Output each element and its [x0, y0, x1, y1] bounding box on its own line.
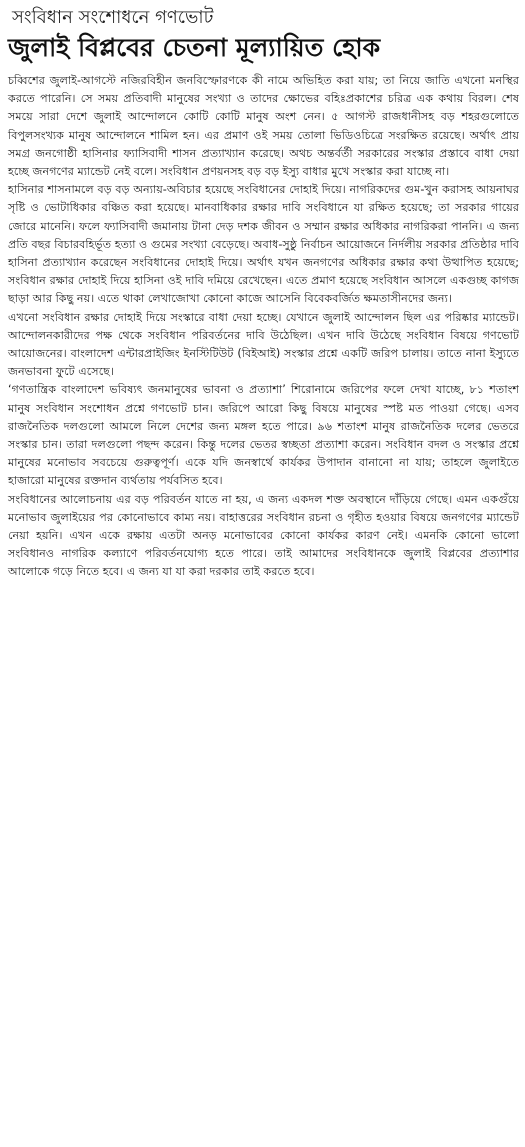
article-headline: জুলাই বিপ্লবের চেতনা মূল্যায়িত হোক — [8, 33, 381, 62]
article-paragraph-1: চব্বিশের জুলাই-আগস্টে নজিরবিহীন জনবিস্ফোরণকে কী নামে অভিহিত করা যায়; তা নিয়ে জাতি এখনো মনস্থির করতে পারেনি। সে সময় প্রতিবাদী মানুষের সংখ্যা ও তাদের ক্ষোভের বহিঃপ্রকাশের চরিত্র এক কথায় বিরল। শেষ সময়ে সারা দেশে জুলাই আন্দোলনে কোটি কোটি মানুষ অংশ নেন। ৫ আগস্ট রাজধানীসহ বড় শহরগুলোতে বিপুলসংখ্যক মানুষ আন্দোলনে শামিল হন। এর প্রমাণ ওই সময় তোলা ভিডিওচিত্রে সংরক্ষিত রয়েছে। অর্থাৎ প্রায় সমগ্র জনগোষ্ঠী হাসিনার ফ্যাসিবাদী শাসন প্রত্যাখ্যান করেছে। অথচ অন্তর্বর্তী সরকারের সংস্কার প্রস্তাবে বাধা দেয়া হচ্ছে জনগণের ম্যান্ডেট নেই বলে। সংবিধান প্রণয়নসহ বড় বড় ইস্যু বাধার মুখে সংস্কার করা যাচ্ছে না। — [8, 74, 519, 179]
article-paragraph-3: এখনো সংবিধান রক্ষার দোহাই দিয়ে সংস্কারে বাধা দেয়া হচ্ছে। যেখানে জুলাই আন্দোলন ছিল এর পরিষ্কার ম্যান্ডেট। আন্দোলনকারীদের পক্ষ থেকে সংবিধান পরিবর্তনের দাবি উঠেছিল। এখন দাবি উঠেছে সংবিধান বিষয়ে গণভোট আয়োজনের। বাংলাদেশ এন্টারপ্রাইজিং ইনস্টিটিউট (বিইআই) সংস্কার প্রশ্নে একটি জরিপ চালায়। তাতে নানা ইস্যুতে জনভাবনা ফুটে এসেছে। — [8, 310, 519, 379]
article-body — [8, 72, 519, 582]
article-paragraph-5: সংবিধানের আলোচনায় এর বড় পরিবর্তন যাতে না হয়, এ জন্য একদল শক্ত অবস্থানে দাঁড়িয়ে গেছে। এমন একগুঁয়ে মনোভাব জুলাইয়ের পর কোনোভাবে কাম্য নয়। বাহাত্তরের সংবিধান রচনা ও গৃহীত হওয়ার বিষয়ে জনগণের ম্যান্ডেট নেয়া হয়নি। এখন একে রক্ষায় এতটা অনড় মনোভাবের কোনো কার্যকর কারণ নেই। এমনকি কোনো ভালো সংবিধানও নাগরিক কল্যাণে পরিবর্তনযোগ্য হতে পারে। তাই আমাদের সংবিধানকে জুলাই বিপ্লবের প্রত্যাশার আলোকে গড়ে নিতে হবে। এ জন্য যা যা করা দরকার তাই করতে হবে। — [8, 492, 519, 579]
article-paragraph-2: হাসিনার শাসনামলে বড় বড় অন্যায়-অবিচার হয়েছে সংবিধানের দোহাই দিয়ে। নাগরিকদের গুম-খুন করাসহ আয়নাঘর সৃষ্টি ও ভোটাধিকার বঞ্চিত করা হয়েছে। মানবাধিকার রক্ষার দাবি সংবিধানে যা রক্ষিত হয়েছে; তা সরকার গায়ের জোরে মানেনি। ফলে ফ্যাসিবাদী জমানায় টানা দেড় দশক জীবন ও সম্মান রক্ষার অধিকার নাগরিকরা পাননি। এ জন্য প্রতি বছর বিচারবহির্ভূত হত্যা ও গুমের সংখ্যা বেড়েছে। অবাধ-সুষ্ঠু নির্বাচন আয়োজনে নির্দলীয় সরকার প্রতিষ্ঠার দাবি হাসিনা প্রত্যাখ্যান করেছেন সংবিধানের দোহাই দিয়ে। অর্থাৎ যখন জনগণের অধিকার রক্ষার কথা উত্থাপিত হয়েছে; সংবিধান রক্ষার দোহাই দিয়ে হাসিনা ওই দাবি দমিয়ে রেখেছেন। এতে প্রমাণ হয়েছে সংবিধান আসলে একগুচ্ছ কাগজ ছাড়া আর কিছু নয়। এতে থাকা লেখাজোখা কোনো কাজে আসেনি বিবেকবর্জিত ক্ষমতাসীনদের জন্য। — [8, 183, 519, 306]
article-kicker: সংবিধান সংশোধনে গণভোট — [12, 7, 214, 28]
article-paragraph-4: ‘গণতান্ত্রিক বাংলাদেশ ভবিষ্যৎ জনমানুষের ভাবনা ও প্রত্যাশা’ শিরোনামে জরিপের ফলে দেখা যাচ্ছে, ৮১ শতাংশ মানুষ সংবিধান সংশোধন প্রশ্নে গণভোট চান। জরিপে আরো কিছু বিষয়ে মানুষের স্পষ্ট মত পাওয়া গেছে। এসব রাজনৈতিক দলগুলো আমলে নিলে দেশের জন্য মঙ্গল হতে পারে। ৯৬ শতাংশ মানুষ রাজনৈতিক দলের ভেতরে সংস্কার চান। তারা দলগুলো পছন্দ করেন। কিন্তু দলের ভেতর স্বচ্ছতা প্রত্যাশা করেন। সংবিধান বদল ও সংস্কার প্রশ্নে মানুষের মনোভাব সবচেয়ে গুরুত্বপূর্ণ। একে যদি জনস্বার্থে কার্যকর উপাদান বানানো না যায়; তাহলে জুলাইতে হাজারো মানুষের রক্তদান ব্যর্থতায় পর্যবসিত হবে। — [8, 383, 519, 488]
editorial-article — [8, 6, 519, 582]
